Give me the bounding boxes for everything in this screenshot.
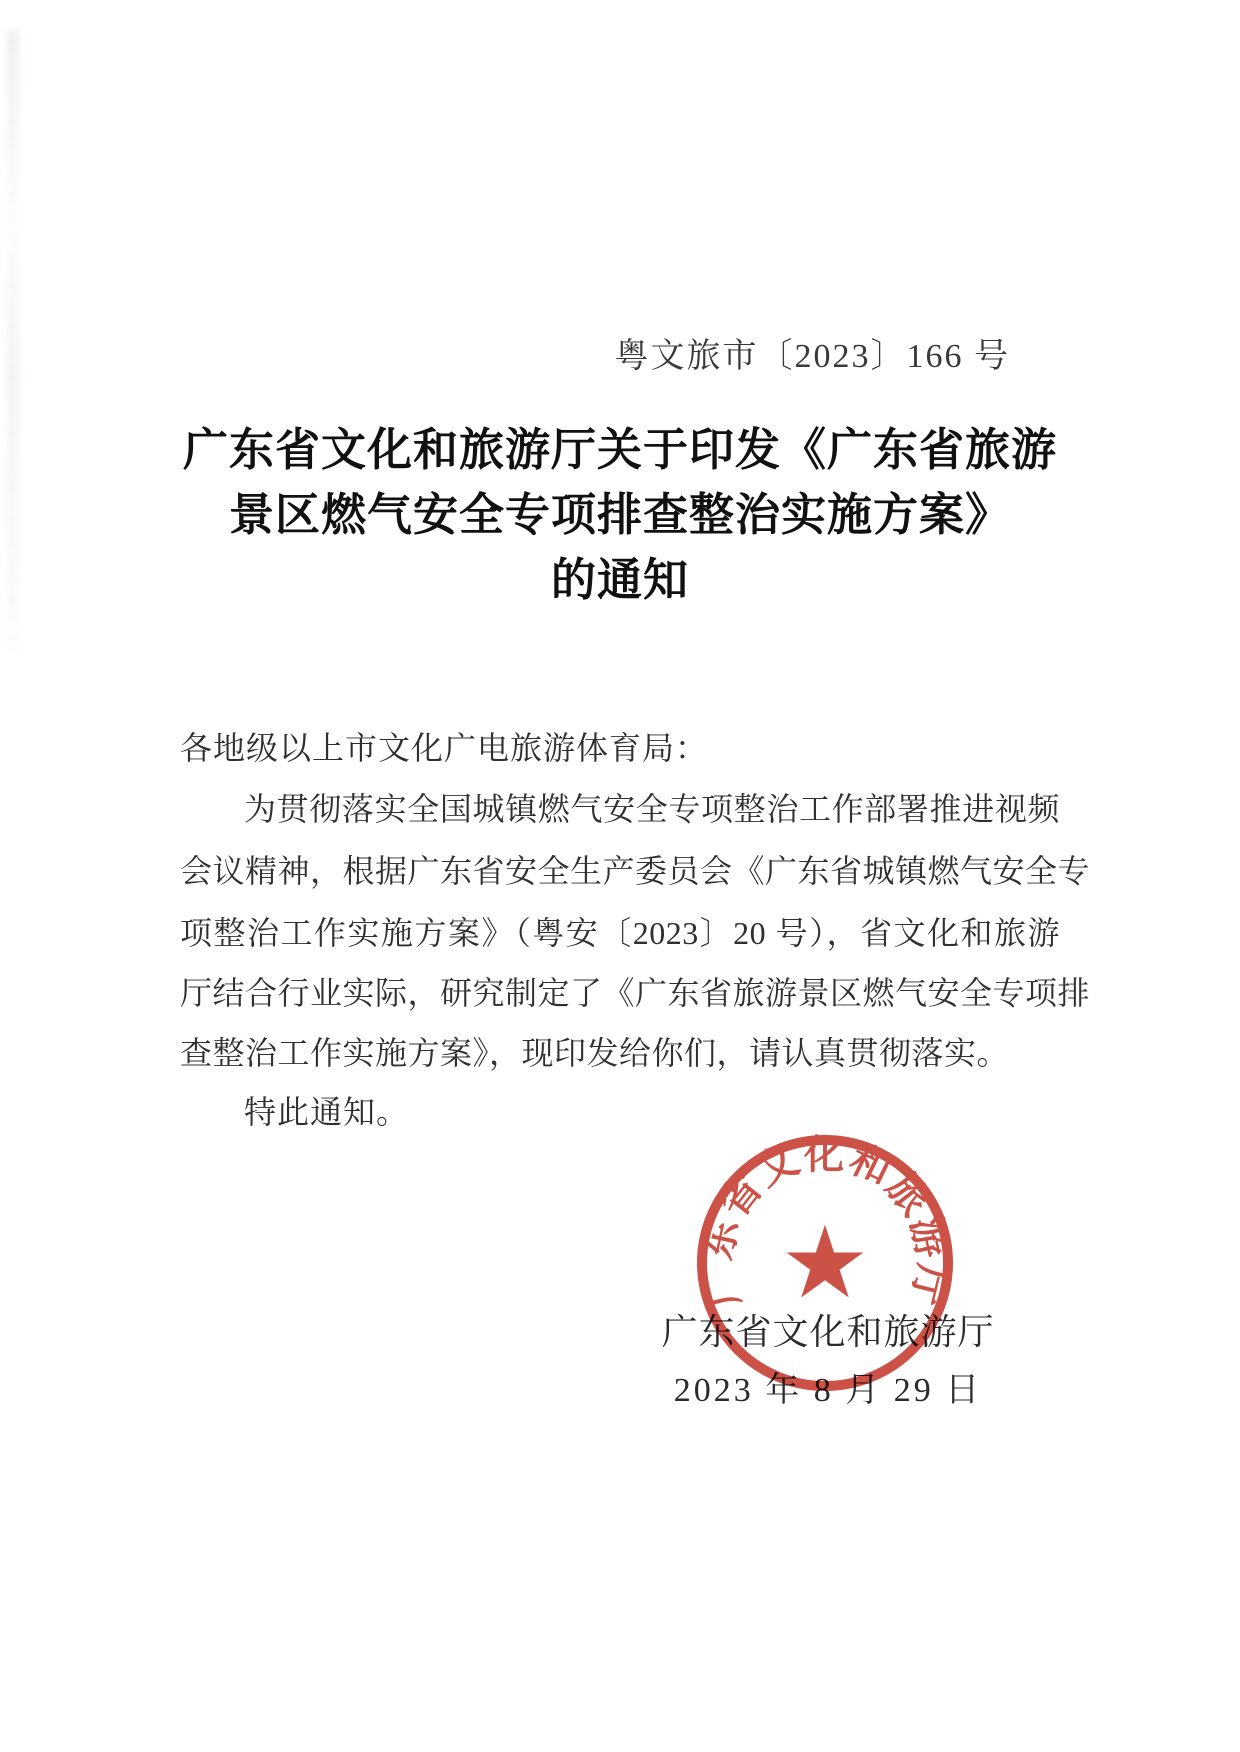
- star-icon: ★: [780, 1204, 870, 1321]
- title-line-1: 广东省文化和旅游厅关于印发《广东省旅游: [182, 425, 1057, 475]
- issue-date: 2023 年 8 月 29 日: [673, 1372, 983, 1409]
- body-line-4: 厅结合行业实际，研究制定了《广东省旅游景区燃气安全专项排: [180, 975, 1091, 1011]
- seal-text: 广东省文化和旅游厅: [694, 1132, 956, 1312]
- body-line-2: 会议精神，根据广东省安全生产委员会《广东省城镇燃气安全专: [180, 853, 1091, 889]
- document-number: 粤文旅市〔2023〕166 号: [614, 338, 1010, 375]
- body-line-1: 为贯彻落实全国城镇燃气安全专项整治工作部署推进视频: [244, 791, 1060, 827]
- addressee-line: 各地级以上市文化广电旅游体育局：: [180, 730, 709, 766]
- issuer-signature: 广东省文化和旅游厅: [661, 1312, 995, 1352]
- document-title: [0, 418, 1240, 613]
- body-line-3: 项整治工作实施方案》（粤安〔2023〕20 号），省文化和旅游: [180, 915, 1060, 951]
- title-line-2: 景区燃气安全专项排查整治实施方案》: [228, 490, 1011, 540]
- title-line-3: 的通知: [550, 555, 689, 605]
- official-seal: [691, 1129, 959, 1397]
- body-line-5: 查整治工作实施方案》，现印发给你们，请认真贯彻落实。: [180, 1035, 1010, 1071]
- closing-line: 特此通知。: [244, 1094, 410, 1130]
